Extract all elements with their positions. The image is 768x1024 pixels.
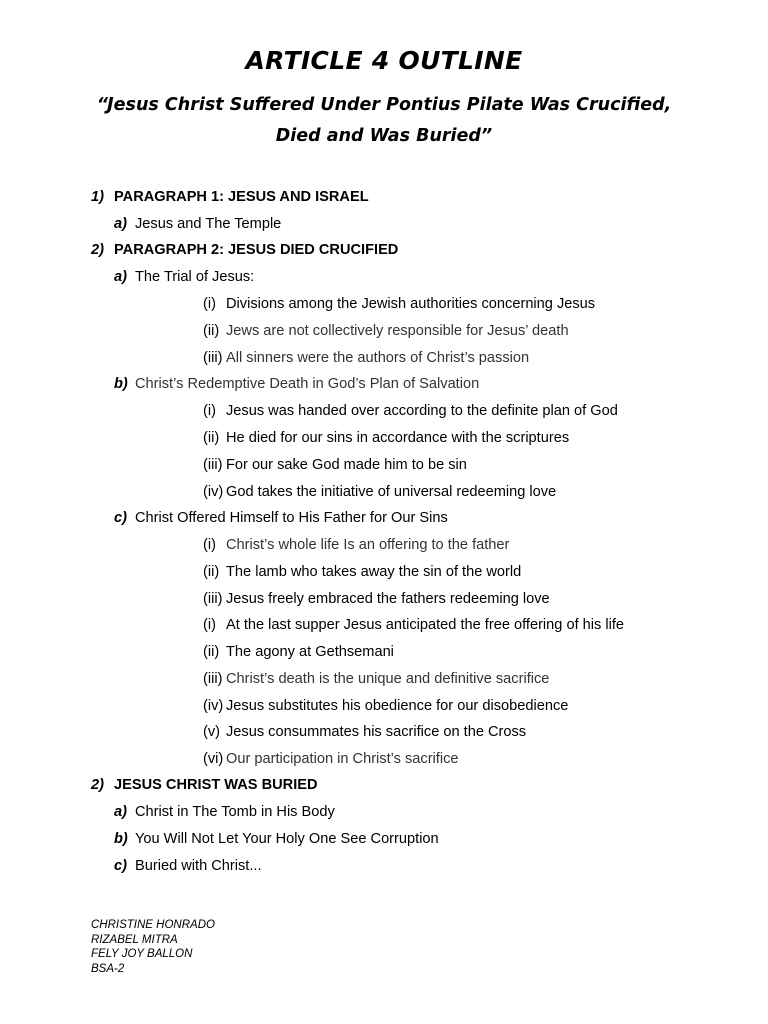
outline-subheading: The Trial of Jesus: (135, 269, 255, 285)
subtitle-line-1: “Jesus Christ Suffered Under Pontius Pilate Was Crucified, (96, 95, 672, 115)
outline-item: Christ’s whole life Is an offering to the father (226, 537, 510, 553)
outline-number: c) (114, 858, 127, 874)
author-name: CHRISTINE HONRADO (91, 919, 215, 931)
outline-heading: PARAGRAPH 1: JESUS AND ISRAEL (114, 189, 369, 205)
author-list (91, 918, 215, 976)
outline-number: (iii) (203, 591, 223, 607)
outline-number: a) (114, 216, 127, 232)
outline-item: Jesus substitutes his obedience for our disobedience (226, 698, 569, 714)
outline-item: The agony at Gethsemani (226, 644, 394, 660)
outline-item: Christ’s death is the unique and definitive sacrifice (226, 671, 550, 687)
outline-item: God takes the initiative of universal redeeming love (226, 484, 557, 500)
outline-subheading: Christ Offered Himself to His Father for Our Sins (135, 510, 448, 526)
outline-number: (iv) (203, 484, 224, 500)
outline-number: 2) (91, 242, 104, 258)
outline-number: (iv) (203, 698, 224, 714)
outline-number: (ii) (203, 564, 220, 580)
outline-heading: JESUS CHRIST WAS BURIED (114, 777, 318, 793)
outline-subheading: Christ’s Redemptive Death in God’s Plan of Salvation (135, 376, 480, 392)
outline-number: (ii) (203, 323, 220, 339)
outline-number: (i) (203, 537, 216, 553)
outline-subheading: Christ in The Tomb in His Body (135, 804, 335, 820)
author-name: RIZABEL MITRA (91, 933, 178, 946)
outline-item: All sinners were the authors of Christ’s passion (226, 350, 530, 366)
outline-number: (ii) (203, 430, 220, 446)
subtitle-line-2: Died and Was Buried” (275, 126, 493, 146)
outline-item: Jews are not collectively responsible for Jesus’ death (226, 323, 569, 339)
outline-number: (iii) (203, 350, 223, 366)
outline-number: c) (114, 510, 127, 526)
class-section: BSA-2 (91, 962, 125, 975)
outline-number: (iii) (203, 457, 223, 473)
outline-number: b) (114, 831, 128, 847)
outline-number: b) (114, 376, 128, 392)
outline-number: (i) (203, 403, 216, 419)
outline-subheading: Jesus and The Temple (135, 216, 282, 232)
outline-subheading: You Will Not Let Your Holy One See Corruption (135, 831, 439, 847)
page-title: ARTICLE 4 OUTLINE (245, 46, 523, 75)
outline-item: Divisions among the Jewish authorities concerning Jesus (226, 296, 596, 312)
outline-number: 1) (91, 189, 104, 205)
outline-subheading: Buried with Christ... (135, 858, 262, 874)
outline-heading: PARAGRAPH 2: JESUS DIED CRUCIFIED (114, 242, 399, 258)
outline-item: The lamb who takes away the sin of the world (226, 564, 522, 580)
outline-number: (vi) (203, 751, 224, 767)
outline-number: (v) (203, 724, 221, 740)
author-name: FELY JOY BALLON (91, 948, 193, 960)
outline-item: For our sake God made him to be sin (226, 457, 467, 473)
outline-item: Our participation in Christ’s sacrifice (226, 751, 459, 767)
outline-item: At the last supper Jesus anticipated the free offering of his life (226, 617, 625, 633)
outline-number: (i) (203, 617, 216, 633)
outline-number: 2) (91, 777, 104, 793)
outline-number: a) (114, 269, 127, 285)
outline-number: (ii) (203, 644, 220, 660)
outline-number: (iii) (203, 671, 223, 687)
outline-item: Jesus freely embraced the fathers redeeming love (226, 591, 550, 607)
outline-item: Jesus was handed over according to the definite plan of God (226, 403, 618, 419)
outline-item: Jesus consummates his sacrifice on the Cross (226, 724, 527, 740)
outline-number: (i) (203, 296, 216, 312)
outline-number: a) (114, 804, 127, 820)
outline-item: He died for our sins in accordance with the scriptures (226, 430, 570, 446)
